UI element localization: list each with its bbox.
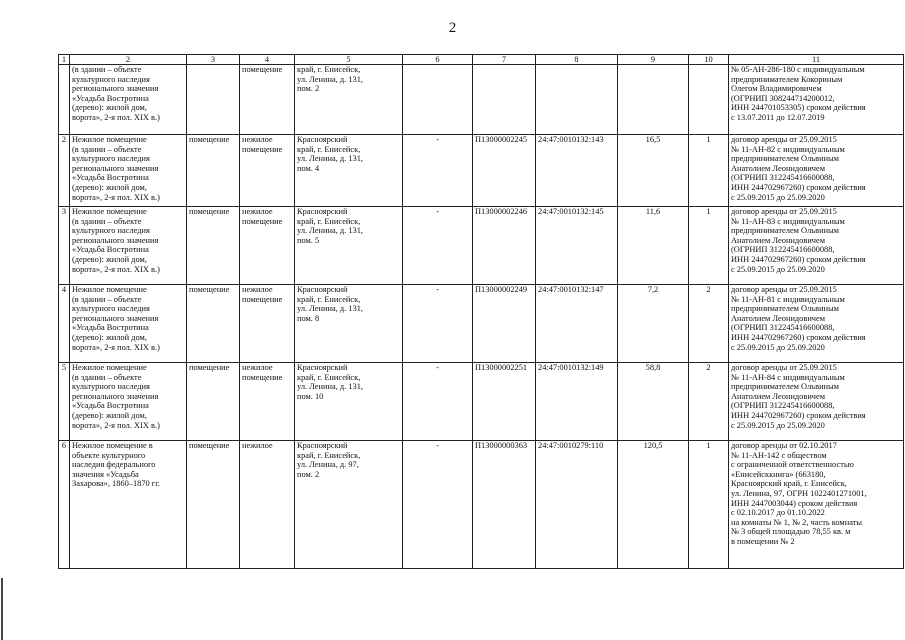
registry-number: П13000002246 — [473, 207, 536, 285]
header-cell-2: 2 — [70, 55, 187, 65]
cadastral-number — [536, 65, 618, 135]
object-name: Нежилое помещение (в здании – объекте культурного наследия регионального значения «Усадьба Востротина (дерево): жилой дом, ворота», 2-я пол. XIX в.) — [70, 285, 187, 363]
lease-contract: № 05-АН-286-180 с индивидуальным предпринимателем Кокориным Олегом Владимировичем (ОГРНИП 308244714200012, ИНН 244701053305) сроком действия с 13.07.2011 до 12.07.2019 — [729, 65, 904, 135]
object-type: помещение — [187, 441, 240, 569]
object-purpose: нежилое — [240, 441, 295, 569]
floor-value: 1 — [689, 135, 729, 207]
cadastral-number: 24:47:0010132:149 — [536, 363, 618, 441]
table-row — [59, 207, 904, 285]
header-cell-11: 11 — [729, 55, 904, 65]
header-cell-8: 8 — [536, 55, 618, 65]
object-type: помещение — [187, 135, 240, 207]
area-value: 120,5 — [618, 441, 689, 569]
object-name: Нежилое помещение (в здании – объекте культурного наследия регионального значения «Усадьба Востротина (дерево): жилой дом, ворота», 2-я пол. XIX в.) — [70, 363, 187, 441]
cadastral-number: 24:47:0010132:143 — [536, 135, 618, 207]
area-value — [618, 65, 689, 135]
header-cell-9: 9 — [618, 55, 689, 65]
object-purpose: нежилое помещение — [240, 285, 295, 363]
area-value: 11,6 — [618, 207, 689, 285]
registry-number — [473, 65, 536, 135]
header-cell-1: 1 — [59, 55, 70, 65]
object-purpose: нежилое помещение — [240, 363, 295, 441]
lease-contract: договор аренды от 25.09.2015 № 11-АН-84 с индивидуальным предпринимателем Ольвиным Анатолием Леонидовичем (ОГРНИП 312245416600088, ИНН 244702967260) сроком действия с 25.09.2015 до 25.09.2020 — [729, 363, 904, 441]
registry-number: П13000002245 — [473, 135, 536, 207]
row-number: 5 — [59, 363, 70, 441]
table-row — [59, 441, 904, 569]
column-6-value — [403, 65, 473, 135]
lease-contract: договор аренды от 02.10.2017 № 11-АН-142 с обществом с ограниченной ответственностью «Енисейсккнига» (663180, Красноярский край, г. Енисейск, ул. Ленина, 97, ОГРН 1022401271001, ИНН 2447003044) сроком действия с 02.10.2017 до 01.10.2022 на комнаты № 1, № 2, часть комнаты № 3 общей площадью 78,55 кв. м в помещении № 2 — [729, 441, 904, 569]
registry-number: П13000002249 — [473, 285, 536, 363]
object-address: Красноярский край, г. Енисейск, ул. Ленина, д. 131, пом. 10 — [295, 363, 403, 441]
object-name: Нежилое помещение в объекте культурного наследия федерального значения «Усадьба Захарова», 1860–1870 гг. — [70, 441, 187, 569]
table-row — [59, 135, 904, 207]
object-type — [187, 65, 240, 135]
object-address: Красноярский край, г. Енисейск, ул. Ленина, д. 97, пом. 2 — [295, 441, 403, 569]
property-register-table — [58, 54, 904, 569]
row-number: 6 — [59, 441, 70, 569]
row-number: 3 — [59, 207, 70, 285]
object-address: Красноярский край, г. Енисейск, ул. Ленина, д. 131, пом. 5 — [295, 207, 403, 285]
object-address: Красноярский край, г. Енисейск, ул. Ленина, д. 131, пом. 4 — [295, 135, 403, 207]
row-number: 2 — [59, 135, 70, 207]
lease-contract: договор аренды от 25.09.2015 № 11-АН-83 с индивидуальным предпринимателем Ольвиным Анатолием Леонидовичем (ОГРНИП 312245416600088, ИНН 244702967260) сроком действия с 25.09.2015 до 25.09.2020 — [729, 207, 904, 285]
column-6-value: - — [403, 285, 473, 363]
table-row — [59, 65, 904, 135]
table-row — [59, 363, 904, 441]
area-value: 58,8 — [618, 363, 689, 441]
object-name: Нежилое помещение (в здании – объекте культурного наследия регионального значения «Усадьба Востротина (дерево): жилой дом, ворота», 2-я пол. XIX в.) — [70, 207, 187, 285]
header-cell-3: 3 — [187, 55, 240, 65]
object-name: Нежилое помещение (в здании – объекте культурного наследия регионального значения «Усадьба Востротина (дерево): жилой дом, ворота», 2-я пол. XIX в.) — [70, 135, 187, 207]
cadastral-number: 24:47:0010279:110 — [536, 441, 618, 569]
floor-value: 1 — [689, 441, 729, 569]
page-number: 2 — [448, 20, 457, 36]
column-6-value: - — [403, 441, 473, 569]
header-cell-10: 10 — [689, 55, 729, 65]
area-value: 16,5 — [618, 135, 689, 207]
floor-value: 2 — [689, 285, 729, 363]
object-address: край, г. Енисейск, ул. Ленина, д. 131, пом. 2 — [295, 65, 403, 135]
floor-value: 2 — [689, 363, 729, 441]
floor-value — [689, 65, 729, 135]
header-cell-4: 4 — [240, 55, 295, 65]
header-cell-7: 7 — [473, 55, 536, 65]
column-6-value: - — [403, 207, 473, 285]
row-number: 4 — [59, 285, 70, 363]
cadastral-number: 24:47:0010132:145 — [536, 207, 618, 285]
registry-number: П13000000363 — [473, 441, 536, 569]
floor-value: 1 — [689, 207, 729, 285]
header-cell-6: 6 — [403, 55, 473, 65]
object-type: помещение — [187, 363, 240, 441]
object-type: помещение — [187, 207, 240, 285]
object-purpose: нежилое помещение — [240, 207, 295, 285]
lease-contract: договор аренды от 25.09.2015 № 11-АН-82 с индивидуальным предпринимателем Ольвиным Анатолием Леонидовичем (ОГРНИП 312245416600088, ИНН 244702967260) сроком действия с 25.09.2015 до 25.09.2020 — [729, 135, 904, 207]
object-purpose: помещение — [240, 65, 295, 135]
header-row — [59, 55, 904, 65]
table-row — [59, 285, 904, 363]
column-6-value: - — [403, 135, 473, 207]
object-address: Красноярский край, г. Енисейск, ул. Ленина, д. 131, пом. 8 — [295, 285, 403, 363]
row-number — [59, 65, 70, 135]
lease-contract: договор аренды от 25.09.2015 № 11-АН-81 с индивидуальным предпринимателем Ольвиным Анатолием Леонидовичем (ОГРНИП 312245416600088, ИНН 244702967260) сроком действия с 25.09.2015 до 25.09.2020 — [729, 285, 904, 363]
cadastral-number: 24:47:0010132:147 — [536, 285, 618, 363]
header-cell-5: 5 — [295, 55, 403, 65]
object-purpose: нежилое помещение — [240, 135, 295, 207]
area-value: 7,2 — [618, 285, 689, 363]
object-type: помещение — [187, 285, 240, 363]
object-name: (в здании – объекте культурного наследия регионального значения «Усадьба Востротина (дерево): жилой дом, ворота», 2-я пол. XIX в.) — [70, 65, 187, 135]
column-6-value: - — [403, 363, 473, 441]
registry-number: П13000002251 — [473, 363, 536, 441]
scan-edge-mark — [1, 578, 3, 640]
